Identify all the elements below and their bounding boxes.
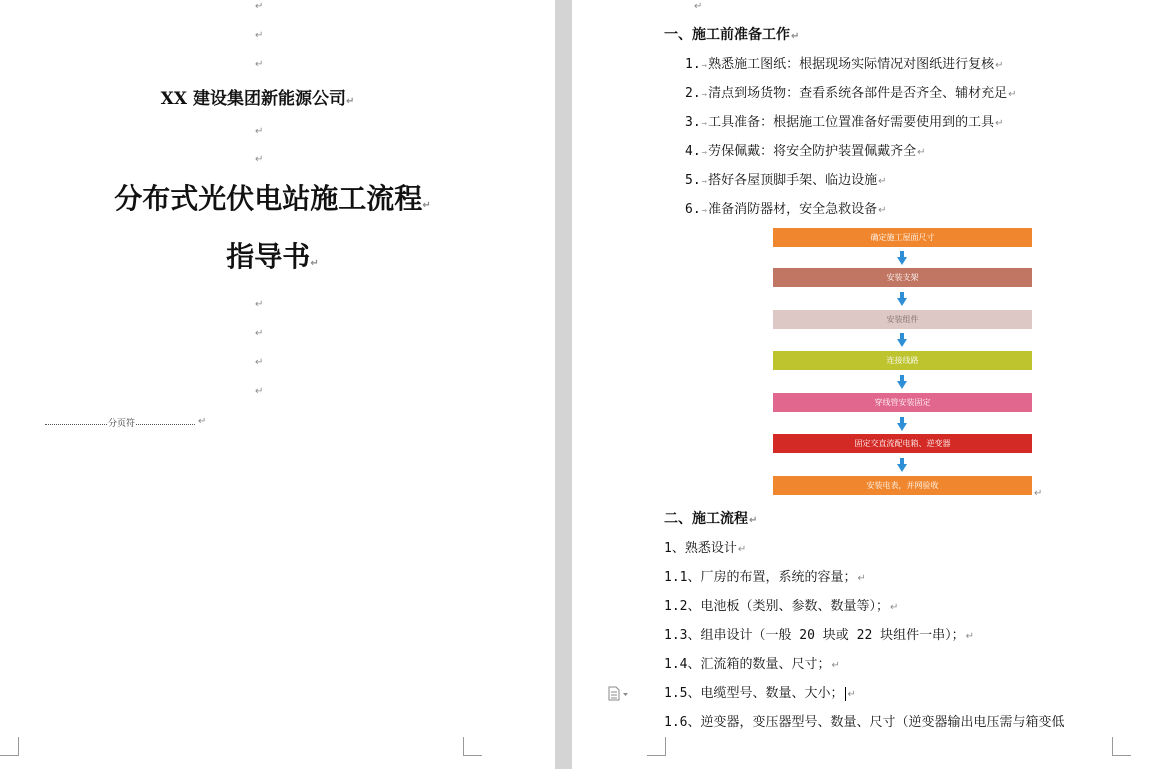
paragraph-mark	[255, 329, 263, 339]
paragraph-mark	[694, 2, 702, 12]
flow-item-1-5[interactable]: 1.5、电缆型号、数量、大小；↵	[664, 682, 856, 701]
document-title-line2[interactable]	[0, 235, 545, 275]
prep-item-6[interactable]: 6.→准备消防器材，安全急救设备↵	[685, 198, 886, 217]
document-title-line1[interactable]	[0, 177, 545, 217]
paragraph-mark	[310, 258, 318, 269]
margin-corner-mark	[647, 737, 666, 756]
paste-options-icon[interactable]	[607, 686, 629, 702]
flow-item-1[interactable]: 1、熟悉设计↵	[664, 537, 746, 556]
arrow-down-icon	[897, 375, 907, 389]
arrow-down-icon	[897, 417, 907, 431]
flow-item-1-4[interactable]: 1.4、汇流箱的数量、尺寸；↵	[664, 653, 840, 672]
document-title-text-2[interactable]: 指导书	[226, 240, 311, 273]
paragraph-mark	[255, 31, 263, 41]
flow-step-6: 固定交直流配电箱、逆变器	[773, 434, 1032, 453]
paragraph-mark	[198, 417, 206, 427]
flow-item-1-2[interactable]: 1.2、电池板（类别、参数、数量等）；↵	[664, 595, 898, 614]
page-break-label: 分页符	[107, 416, 136, 429]
prep-item-1[interactable]: 1.→熟悉施工图纸：根据现场实际情况对图纸进行复核↵	[685, 53, 1003, 72]
section1-heading[interactable]: 一、施工前准备工作↵	[664, 24, 799, 44]
prep-item-5[interactable]: 5.→搭好各屋顶脚手架、临边设施↵	[685, 169, 886, 188]
flow-step-1: 确定施工屋面尺寸	[773, 228, 1032, 247]
paragraph-mark	[422, 200, 430, 211]
flow-step-7: 安装电表，并网验收	[773, 476, 1032, 495]
company-name-text[interactable]: XX 建设集团新能源公司	[160, 89, 346, 109]
paragraph-mark	[255, 155, 263, 165]
page-gutter	[555, 0, 572, 769]
flow-item-1-1[interactable]: 1.1、厂房的布置，系统的容量；↵	[664, 566, 866, 585]
arrow-down-icon	[897, 292, 907, 306]
margin-corner-mark	[463, 737, 482, 756]
margin-corner-mark	[1112, 737, 1131, 756]
flow-step-5: 穿线管安装固定	[773, 393, 1032, 412]
flow-step-3: 安装组件	[773, 310, 1032, 329]
paragraph-mark	[255, 60, 263, 70]
paragraph-mark	[255, 387, 263, 397]
flow-item-1-3[interactable]: 1.3、组串设计（一般 20 块或 22 块组件一串）；↵	[664, 624, 974, 643]
paragraph-mark	[1034, 489, 1042, 499]
flow-step-2: 安装支架	[773, 268, 1032, 287]
flow-item-1-6[interactable]: 1.6、逆变器，变压器型号、数量、尺寸（逆变器输出电压需与箱变低	[664, 715, 1065, 730]
paragraph-mark	[255, 127, 263, 137]
section2-heading[interactable]: 二、施工流程↵	[664, 508, 757, 528]
paragraph-mark	[255, 2, 263, 12]
prep-item-4[interactable]: 4.→劳保佩戴：将安全防护装置佩戴齐全↵	[685, 140, 925, 159]
margin-corner-mark	[0, 737, 19, 756]
paragraph-mark	[255, 300, 263, 310]
arrow-down-icon	[897, 458, 907, 472]
arrow-down-icon	[897, 251, 907, 265]
content-page	[572, 0, 1173, 769]
paragraph-mark	[255, 358, 263, 368]
prep-item-2[interactable]: 2.→清点到场货物：查看系统各部件是否齐全、辅材充足↵	[685, 82, 1016, 101]
paragraph-mark	[346, 96, 354, 107]
cover-page	[0, 0, 555, 769]
flow-step-4: 连接线路	[773, 351, 1032, 370]
company-name[interactable]	[0, 84, 515, 109]
page-break-marker[interactable]	[45, 415, 205, 429]
document-title-text-1[interactable]: 分布式光伏电站施工流程	[114, 182, 423, 215]
prep-item-3[interactable]: 3.→工具准备：根据施工位置准备好需要使用到的工具↵	[685, 111, 1003, 130]
arrow-down-icon	[897, 333, 907, 347]
